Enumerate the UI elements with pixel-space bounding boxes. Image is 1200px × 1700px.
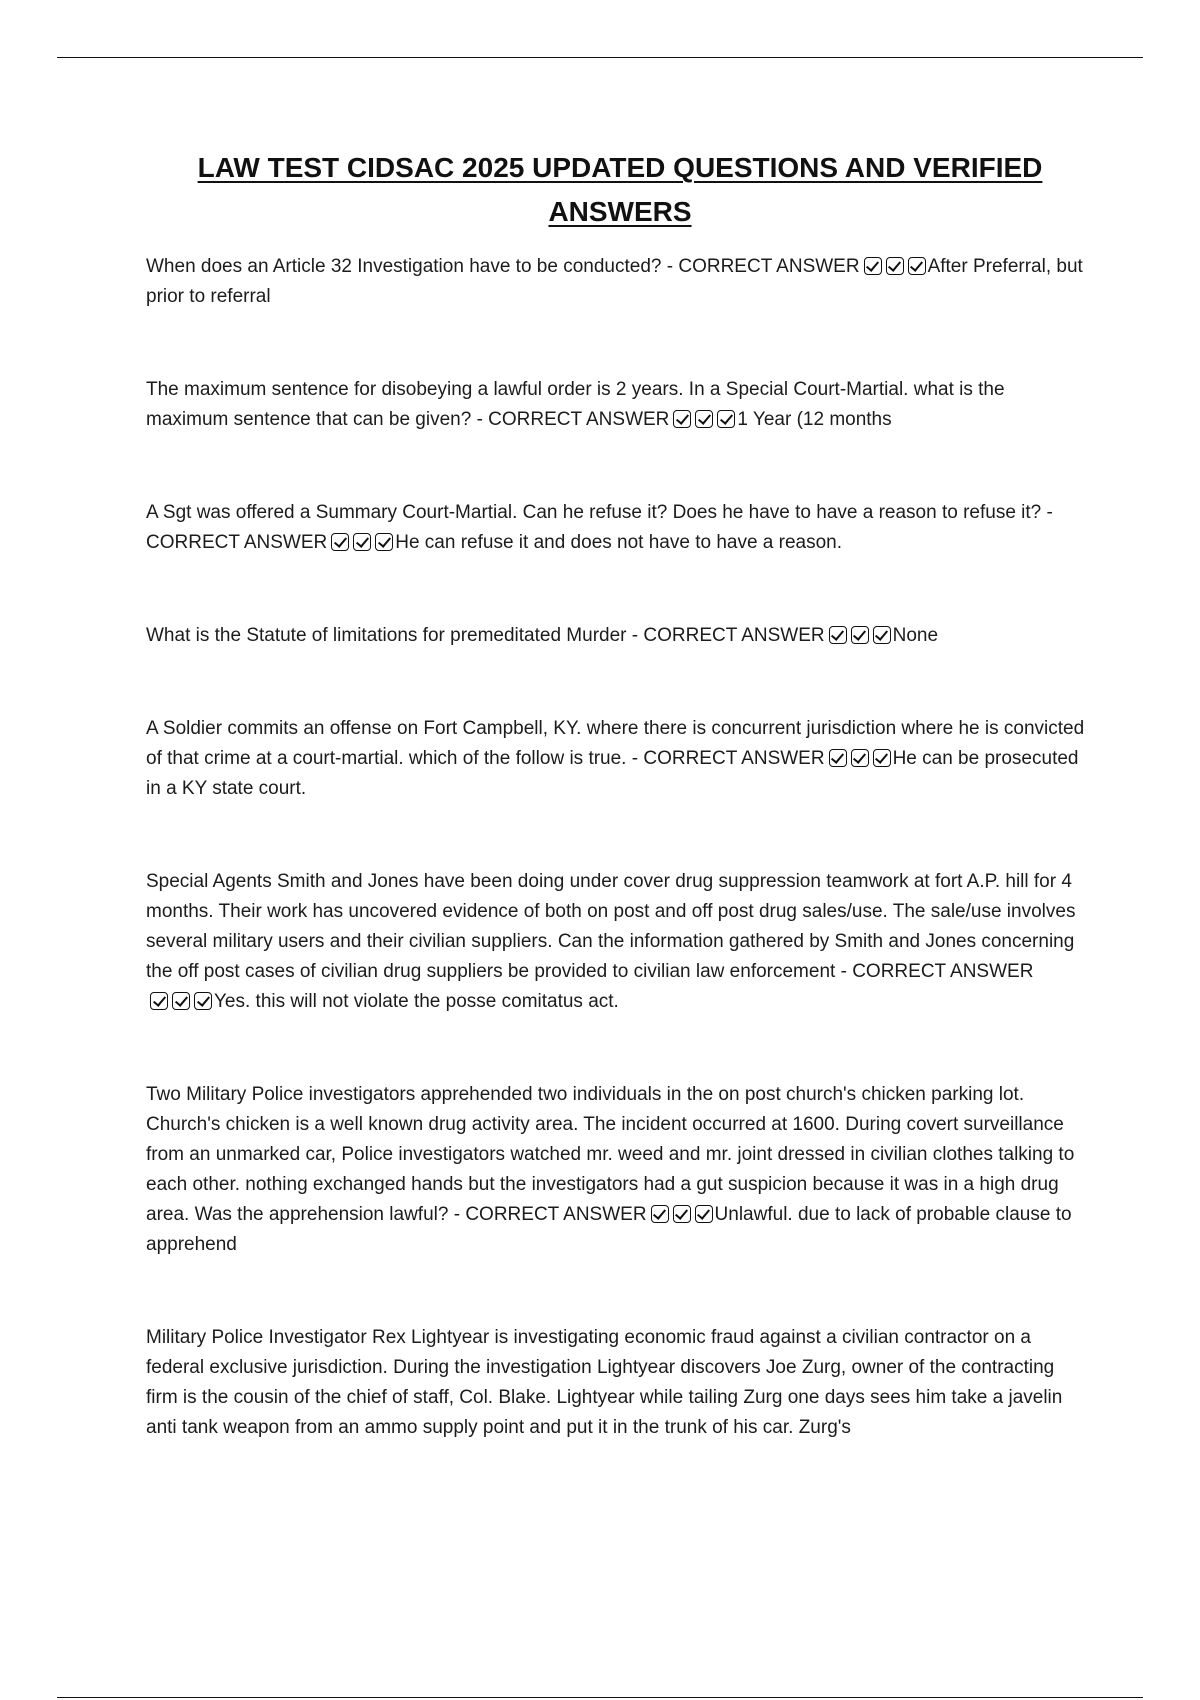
qa-item: [146, 252, 1088, 312]
check-icons: [862, 256, 928, 277]
answer-label: - CORRECT ANSWER: [661, 256, 860, 277]
checked-box-icon: [829, 626, 847, 644]
answer-text: Unlawful. due to lack of probable clause to apprehend: [146, 1204, 1072, 1255]
checked-box-icon: [375, 533, 393, 551]
qa-item: [146, 714, 1088, 804]
qa-item: [146, 867, 1088, 1017]
answer-label: - CORRECT ANSWER: [626, 625, 825, 646]
question-list: [146, 252, 1088, 1443]
answer-label: - CORRECT ANSWER: [448, 1204, 647, 1225]
check-icons: [329, 532, 395, 553]
checked-box-icon: [172, 992, 190, 1010]
checked-box-icon: [673, 1205, 691, 1223]
checked-box-icon: [651, 1205, 669, 1223]
answer-text: After Preferral, but prior to referral: [146, 256, 1083, 307]
question-text: Two Military Police investigators apprehended two individuals in the on post church's chicken parking lot. Church's chicken is a well known drug activity area. The incident occurred at 1600. During covert surveillance from an unmarked car, Police investigators watched mr. weed and mr. joint dressed in civilian clothes talking to each other. nothing exchanged hands but the investigators had a gut suspicion because it was in a high drug area. Was the apprehension lawful?: [146, 1084, 1075, 1225]
checked-box-icon: [873, 626, 891, 644]
qa-item: [146, 375, 1088, 435]
question-text: Special Agents Smith and Jones have been doing under cover drug suppression teamwork at fort A.P. hill for 4 months. Their work has uncovered evidence of both on post and off post drug sales/use. The sale/use involves several military users and their civilian suppliers. Can the information gathered by Smith and Jones concerning the off post cases of civilian drug suppliers be provided to civilian law enforcement: [146, 871, 1076, 982]
checked-box-icon: [829, 749, 847, 767]
checked-box-icon: [331, 533, 349, 551]
check-icons: [148, 991, 214, 1012]
qa-item: [146, 621, 1088, 651]
top-divider: [57, 57, 1143, 58]
checked-box-icon: [717, 410, 735, 428]
answer-label: - CORRECT ANSWER: [626, 748, 825, 769]
answer-text: 1 Year (12 months: [737, 409, 892, 430]
checked-box-icon: [864, 257, 882, 275]
question-text: What is the Statute of limitations for premeditated Murder: [146, 625, 627, 646]
check-icons: [649, 1204, 715, 1225]
question-text: The maximum sentence for disobeying a lawful order is 2 years. In a Special Court-Martial. what is the maximum sentence that can be given?: [146, 379, 1005, 430]
answer-label: - CORRECT ANSWER: [146, 502, 1053, 553]
qa-item: [146, 1323, 1088, 1443]
checked-box-icon: [908, 257, 926, 275]
answer-text: He can be prosecuted in a KY state court.: [146, 748, 1079, 799]
question-text: A Sgt was offered a Summary Court-Martial. Can he refuse it? Does he have to have a reason to refuse it?: [146, 502, 1042, 523]
question-text: Military Police Investigator Rex Lightyear is investigating economic fraud against a civilian contractor on a federal exclusive jurisdiction. During the investigation Lightyear discovers Joe Zurg, owner of the contracting firm is the cousin of the chief of staff, Col. Blake. Lightyear while tailing Zurg one days sees him take a javelin anti tank weapon from an ammo supply point and put it in the trunk of his car. Zurg's: [146, 1327, 1063, 1438]
check-icons: [671, 409, 737, 430]
answer-label: - CORRECT ANSWER: [471, 409, 670, 430]
answer-label: - CORRECT ANSWER: [835, 961, 1034, 982]
page-title: LAW TEST CIDSAC 2025 UPDATED QUESTIONS AND VERIFIED ANSWERS: [197, 152, 1043, 227]
answer-text: Yes. this will not violate the posse comitatus act.: [214, 991, 619, 1012]
check-icons: [827, 748, 893, 769]
question-text: A Soldier commits an offense on Fort Campbell, KY. where there is concurrent jurisdiction where he is convicted of that crime at a court-martial. which of the follow is true.: [146, 718, 1085, 769]
bottom-divider: [57, 1697, 1143, 1698]
checked-box-icon: [695, 1205, 713, 1223]
checked-box-icon: [150, 992, 168, 1010]
checked-box-icon: [873, 749, 891, 767]
answer-text: He can refuse it and does not have to have a reason.: [395, 532, 843, 553]
checked-box-icon: [851, 749, 869, 767]
checked-box-icon: [695, 410, 713, 428]
check-icons: [827, 625, 893, 646]
checked-box-icon: [353, 533, 371, 551]
qa-item: [146, 1080, 1088, 1260]
question-text: When does an Article 32 Investigation have to be conducted?: [146, 256, 662, 277]
checked-box-icon: [851, 626, 869, 644]
answer-text: None: [892, 625, 939, 646]
qa-item: [146, 498, 1088, 558]
checked-box-icon: [886, 257, 904, 275]
checked-box-icon: [673, 410, 691, 428]
checked-box-icon: [194, 992, 212, 1010]
